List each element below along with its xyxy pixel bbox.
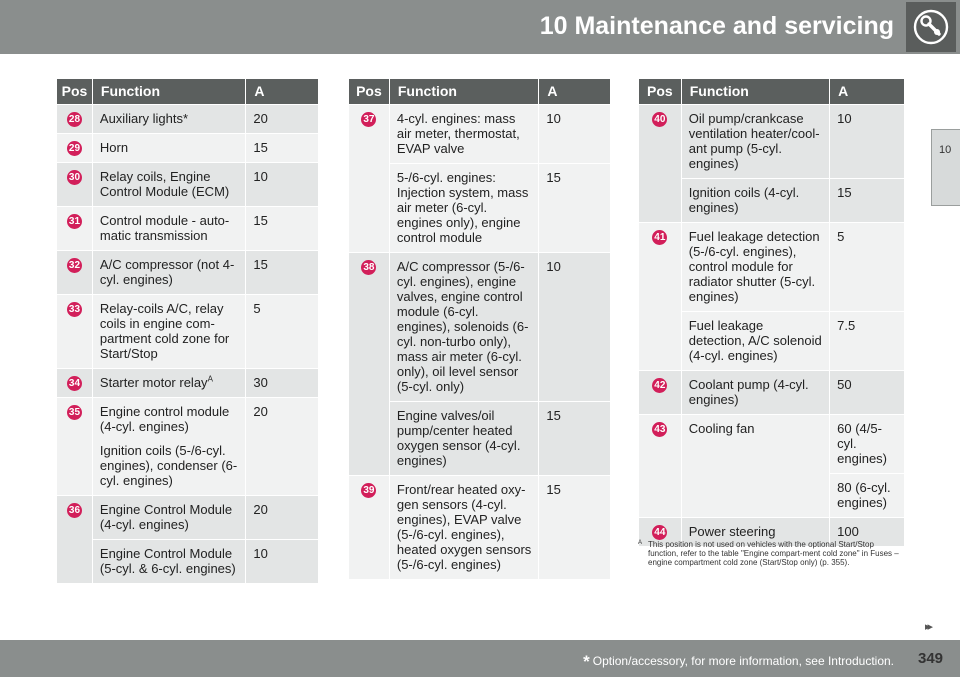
table-row xyxy=(57,369,319,398)
function-cell xyxy=(92,134,245,163)
function-cell xyxy=(92,496,245,540)
pos-cell xyxy=(57,163,93,207)
amperage-cell xyxy=(539,253,611,402)
function-text: Fuel leakage detection, A/C solenoid (4-cyl. engines) xyxy=(688,318,822,363)
pos-cell xyxy=(639,415,682,518)
table-row xyxy=(639,371,905,415)
table-row xyxy=(639,223,905,312)
function-cell xyxy=(92,105,245,134)
function-text: 5-/6-cyl. engines: Injection system, mass air meter (6-cyl. engines only), engine control module xyxy=(396,170,529,245)
amperage-value: 15 xyxy=(253,140,268,155)
function-cell xyxy=(681,312,829,371)
chapter-tab-label: 10 xyxy=(939,144,952,156)
position-number-badge: 32 xyxy=(68,260,81,271)
table-row xyxy=(639,415,905,474)
position-number-badge: 30 xyxy=(68,172,81,183)
pos-cell xyxy=(57,251,93,295)
pos-cell xyxy=(349,253,390,476)
table-row xyxy=(57,295,319,369)
amperage-value: 20 xyxy=(253,502,268,517)
pos-cell xyxy=(639,105,682,223)
function-cell xyxy=(681,223,829,312)
pos-cell xyxy=(349,105,390,253)
function-text: Engine Control Module (4-cyl. engines) xyxy=(99,502,233,532)
amperage-cell xyxy=(830,312,905,371)
position-number-badge: 39 xyxy=(363,485,375,496)
column-header-function: Function xyxy=(681,79,829,105)
table-row xyxy=(639,105,905,179)
amperage-cell xyxy=(246,496,319,540)
table-row xyxy=(57,134,319,163)
amperage-value: 50 xyxy=(837,377,852,392)
position-number-badge: 41 xyxy=(654,232,666,243)
footer-note-text: Option/accessory, for more information, see Introduction. xyxy=(592,654,894,668)
function-cell xyxy=(389,476,538,580)
amperage-cell xyxy=(830,105,905,179)
function-text: Fuel leakage detection (5-/6-cyl. engines), control module for radiator shutter (5-cyl. engines) xyxy=(688,229,820,304)
amperage-cell xyxy=(830,179,905,223)
column-header-a: A xyxy=(830,79,905,105)
amperage-value: 100 xyxy=(837,524,859,539)
amperage-value: 15 xyxy=(837,185,852,200)
position-number-badge: 38 xyxy=(363,262,375,273)
position-number-badge: 29 xyxy=(68,143,81,154)
amperage-value: 15 xyxy=(253,257,268,272)
function-text: Engine Control Module (5-cyl. & 6-cyl. engines) xyxy=(99,546,236,576)
function-text: Ignition coils (5-/6-cyl. engines), condenser (6-cyl. engines) xyxy=(99,443,238,488)
footnote-reference: A xyxy=(207,374,213,384)
amperage-cell xyxy=(246,134,319,163)
pos-cell xyxy=(57,398,93,496)
amperage-cell xyxy=(246,251,319,295)
position-number-badge: 34 xyxy=(68,378,81,389)
function-cell xyxy=(681,371,829,415)
function-text: A/C compressor (5-/6-cyl. engines), engine valves, engine control module (6-cyl. engines), solenoids (6-cyl. non-turbo only), mass air meter (6-cyl. only), oil level sensor (5-cyl. only) xyxy=(396,259,529,394)
amperage-cell xyxy=(246,207,319,251)
function-cell xyxy=(92,398,245,496)
table-row xyxy=(57,540,319,584)
amperage-cell xyxy=(246,540,319,584)
pos-cell xyxy=(57,295,93,369)
amperage-cell xyxy=(830,415,905,474)
amperage-cell xyxy=(539,402,611,476)
function-text: Cooling fan xyxy=(688,421,755,436)
amperage-value: 10 xyxy=(546,259,561,274)
function-text: Auxiliary lights* xyxy=(99,111,189,126)
function-cell xyxy=(92,369,245,398)
chapter-tab[interactable] xyxy=(931,129,960,206)
function-text: Relay coils, Engine Control Module (ECM) xyxy=(99,169,230,199)
amperage-value: 15 xyxy=(546,482,561,497)
function-text: Coolant pump (4-cyl. engines) xyxy=(688,377,809,407)
amperage-cell xyxy=(246,295,319,369)
function-text: Engine valves/oil pump/center heated oxygen sensor (4-cyl. engines) xyxy=(396,408,521,468)
footnote xyxy=(638,540,906,567)
column-header-pos: Pos xyxy=(639,79,682,105)
amperage-value: 5 xyxy=(253,301,261,316)
amperage-cell xyxy=(830,223,905,312)
amperage-value: 5 xyxy=(837,229,845,244)
amperage-value: 20 xyxy=(253,404,268,419)
function-text: Relay-coils A/C, relay coils in engine com-partment cold zone for Start/Stop xyxy=(99,301,230,361)
amperage-value: 10 xyxy=(253,546,268,561)
amperage-cell xyxy=(539,164,611,253)
fuse-table-1 xyxy=(56,78,319,584)
column-header-a: A xyxy=(246,79,319,105)
amperage-cell xyxy=(830,474,905,518)
position-number-badge: 42 xyxy=(654,380,666,391)
pos-cell xyxy=(639,371,682,415)
table-row xyxy=(57,496,319,540)
function-text: Horn xyxy=(99,140,129,155)
table-row xyxy=(57,398,319,496)
table-row xyxy=(57,163,319,207)
table-row xyxy=(349,476,611,580)
fuse-table-2 xyxy=(348,78,611,580)
position-number-badge: 36 xyxy=(68,505,81,516)
page-number: 349 xyxy=(918,650,944,667)
table-row xyxy=(57,105,319,134)
position-number-badge: 31 xyxy=(68,216,81,227)
table-row xyxy=(349,105,611,164)
function-cell xyxy=(389,164,538,253)
function-text: 4-cyl. engines: mass air meter, thermostat, EVAP valve xyxy=(396,111,520,156)
pos-cell xyxy=(57,369,93,398)
function-text: A/C compressor (not 4-cyl. engines) xyxy=(99,257,235,287)
page-footer xyxy=(0,640,960,677)
function-cell xyxy=(92,251,245,295)
fuse-table-3 xyxy=(638,78,905,547)
wrench-gear-icon xyxy=(906,2,956,52)
amperage-cell xyxy=(539,476,611,580)
pos-cell xyxy=(57,105,93,134)
footnote-text: This position is not used on vehicles with the optional Start/Stop function, refer to the table "Engine compart-ment cold zone" in Fuses – engine compartment cold zone (Start/Stop only) (p. 355). xyxy=(648,540,899,567)
column-header-a: A xyxy=(539,79,611,105)
function-cell xyxy=(681,105,829,179)
page-header xyxy=(0,0,960,54)
amperage-value: 15 xyxy=(253,213,268,228)
pos-cell xyxy=(57,134,93,163)
function-cell xyxy=(681,179,829,223)
amperage-value: 10 xyxy=(253,169,268,184)
column-header-function: Function xyxy=(92,79,245,105)
amperage-value: 30 xyxy=(253,375,268,390)
function-cell xyxy=(92,295,245,369)
amperage-value: 60 (4/5-cyl. engines) xyxy=(837,421,888,466)
amperage-cell xyxy=(246,163,319,207)
amperage-value: 7.5 xyxy=(837,318,856,333)
amperage-value: 15 xyxy=(546,170,561,185)
function-text: Front/rear heated oxy-gen sensors (4-cyl. engines), EVAP valve (5-/6-cyl. engines), heated oxygen sensors (5-/6-cyl. engines) xyxy=(396,482,532,572)
pos-cell xyxy=(57,207,93,251)
function-cell xyxy=(389,105,538,164)
table-row xyxy=(349,253,611,402)
chapter-title: 10 Maintenance and servicing xyxy=(539,12,894,40)
pos-cell xyxy=(57,496,93,584)
amperage-value: 80 (6-cyl. engines) xyxy=(837,480,891,510)
function-cell xyxy=(681,415,829,518)
position-number-badge: 35 xyxy=(68,407,81,418)
function-text: Oil pump/crankcase ventilation heater/cool-ant pump (5-cyl. engines) xyxy=(688,111,820,171)
amperage-cell xyxy=(539,105,611,164)
function-cell xyxy=(92,207,245,251)
column-header-pos: Pos xyxy=(349,79,390,105)
column-header-pos: Pos xyxy=(57,79,93,105)
amperage-value: 10 xyxy=(837,111,852,126)
amperage-value: 15 xyxy=(546,408,561,423)
footnote-marker: A xyxy=(638,540,643,546)
footer-note xyxy=(583,652,894,672)
table-row xyxy=(57,207,319,251)
column-header-function: Function xyxy=(389,79,538,105)
function-text: Ignition coils (4-cyl. engines) xyxy=(688,185,800,215)
position-number-badge: 37 xyxy=(363,114,375,125)
function-cell xyxy=(389,253,538,402)
amperage-value: 10 xyxy=(546,111,561,126)
function-cell xyxy=(92,540,245,584)
function-text: Control module - auto-matic transmission xyxy=(99,213,230,243)
position-number-badge: 28 xyxy=(68,114,81,125)
function-text: Starter motor relay xyxy=(99,375,208,390)
function-cell xyxy=(92,163,245,207)
amperage-cell xyxy=(246,398,319,496)
position-number-badge: 33 xyxy=(68,304,81,315)
amperage-value: 20 xyxy=(253,111,268,126)
pos-cell xyxy=(639,223,682,371)
amperage-cell xyxy=(246,105,319,134)
pos-cell xyxy=(349,476,390,580)
position-number-badge: 40 xyxy=(654,114,666,125)
function-text: Engine control module (4-cyl. engines) xyxy=(99,404,230,434)
next-page-arrows-icon[interactable]: ▸▸ xyxy=(925,621,931,633)
position-number-badge: 43 xyxy=(654,424,666,435)
option-star-icon: * xyxy=(583,652,590,671)
function-cell xyxy=(389,402,538,476)
position-number-badge: 44 xyxy=(654,527,666,538)
function-text: Power steering xyxy=(688,524,776,539)
table-row xyxy=(57,251,319,295)
amperage-cell xyxy=(830,371,905,415)
amperage-cell xyxy=(246,369,319,398)
